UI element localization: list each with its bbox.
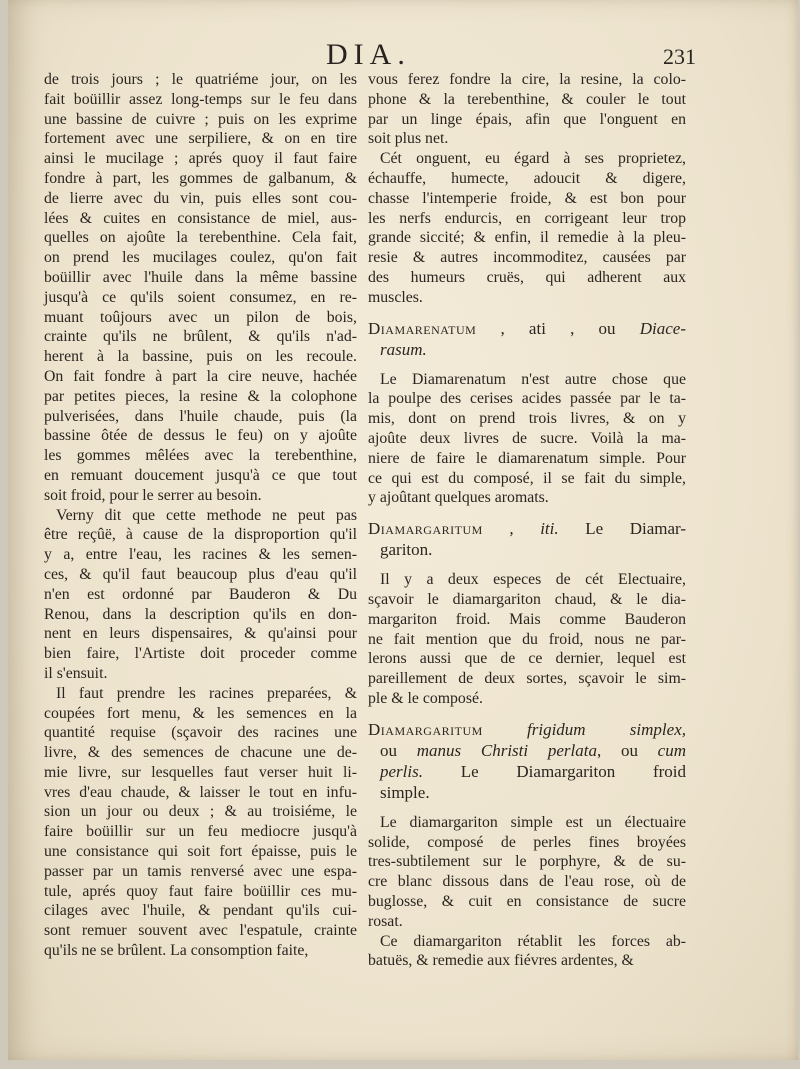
text-line: ces, & qu'il faut beaucoup plus d'eau qu'il — [44, 565, 357, 583]
text-line: par un linge épais, afin que l'onguent en — [368, 110, 686, 128]
entry-heading-line2: gariton. — [380, 540, 433, 560]
text-line: en remuant doucement jusqu'à ce que tout — [44, 466, 357, 484]
entry-heading-text: simple. — [380, 782, 430, 802]
right-column — [368, 70, 686, 971]
text-line: Verny dit que cette methode ne peut pas — [56, 506, 357, 524]
text-line: vous ferez fondre la cire, la resine, la colo- — [368, 71, 686, 88]
paragraph — [368, 932, 686, 972]
entry-name: Diamarenatum — [368, 318, 477, 338]
text-line: ne fait mention que du froid, nous ne par- — [368, 630, 686, 648]
paragraph — [368, 370, 686, 509]
left-column — [44, 70, 357, 961]
text-line: sont remuer souvent avec l'espatule, crainte — [44, 922, 357, 940]
paragraph — [368, 149, 686, 307]
text-line: ple & le composé. — [368, 689, 483, 707]
text-line: on prend les mucilages coulez, qu'on fait — [44, 249, 357, 267]
text-line: de trois jours ; le quatriéme jour, on les — [44, 71, 357, 88]
entry-heading-alt: Diace- — [639, 318, 687, 338]
text-line: par petites pieces, la resine & la colophone — [44, 387, 357, 405]
text-line: margariton froid. Mais comme Bauderon — [368, 610, 686, 628]
text-line: crainte qu'ils ne brûlent, & qu'ils n'ad- — [44, 328, 357, 346]
text-line: muant toûjours avec un pilon de bois, — [44, 308, 357, 326]
text-line: vres d'eau chaude, & laisser le tout en infu- — [44, 783, 357, 801]
text-line: pareillement de deux sortes, sçavoir le sim- — [368, 670, 686, 688]
text-line: jusqu'à ce qu'ils soient consumez, en re- — [44, 288, 357, 306]
text-line: bien faire, l'Artiste doit proceder comme — [44, 645, 357, 663]
text-line: niere de faire le diamarenatum simple. Pour — [368, 449, 686, 467]
text-line: tule, aprés quoy faut faire boüillir ces mu- — [44, 882, 357, 900]
text-line: Renou, dans la description qu'ils en don- — [44, 605, 357, 623]
text-line: muscles. — [368, 288, 423, 306]
text-line: lées & cuites en consistance de miel, aus- — [44, 209, 357, 227]
text-line: quantité requise (sçavoir des racines une — [44, 724, 357, 742]
text-line: mie livre, sur lesquelles faut verser huit li- — [44, 763, 357, 781]
entry-heading-diamargaritum — [368, 518, 686, 560]
text-line: une bassine de cuivre ; puis on les exprime — [44, 110, 357, 128]
text-line: lerons aussi que de ce dernier, lequel est — [368, 650, 686, 668]
paragraph — [368, 813, 686, 932]
text-line: une consistance qui soit fort épaisse, puis le — [44, 843, 357, 861]
text-line: tres-subtilement sur le porphyre, & de su- — [368, 853, 686, 871]
text-line: boüillir avec l'huile dans la même bassine — [44, 268, 357, 286]
text-line: grande siccité; & enfin, il remedie à la pleu- — [368, 229, 686, 247]
text-line: mis, dont on prend trois livres, & on y — [368, 410, 686, 428]
text-line: soit froid, pour le serrer au besoin. — [44, 486, 262, 504]
entry-heading-latin: cum — [657, 740, 686, 760]
entry-heading-diamarenatum — [368, 318, 686, 360]
text-line: les gommes mêlées avec la terebenthine, — [44, 447, 357, 465]
text-line: fortement avec une serpiliere, & on en tire — [44, 130, 357, 148]
text-line: Le Diamarenatum n'est autre chose que — [380, 370, 686, 388]
running-head: DIA. — [326, 38, 411, 71]
paragraph — [368, 570, 686, 709]
paragraph — [368, 70, 686, 149]
text-line: sçavoir le diamargariton chaud, & le dia- — [368, 590, 686, 608]
text-line: qu'ils ne se brûlent. La consomption faite, — [44, 942, 309, 960]
text-line: phone & la terebenthine, & couler le tout — [368, 90, 686, 108]
text-line: Ce diamargariton rétablit les forces ab- — [380, 932, 686, 950]
entry-name: Diamargaritum — [368, 519, 483, 539]
text-line: Il faut prendre les racines preparées, & — [56, 684, 357, 702]
text-line: coupées fort menu, & les semences en la — [44, 704, 357, 722]
entry-heading-rest: , ati , ou — [500, 318, 616, 338]
text-line: échauffe, humecte, adoucit & digere, — [368, 169, 686, 187]
entry-heading-text: , ou — [596, 740, 638, 760]
text-line: On fait fondre à part la cire neuve, hachée — [44, 367, 357, 385]
text-line: buglosse, & cuit en consistance de sucre — [368, 892, 686, 910]
text-line: resie & autres incommoditez, causées par — [368, 249, 686, 267]
text-line: la poulpe des cerises acides passée par le ta- — [368, 390, 686, 408]
text-line: il s'ensuit. — [44, 664, 108, 682]
text-line: ajoûte deux livres de sucre. Voilà la ma- — [368, 429, 686, 447]
text-line: faire boüillir sur un feu mediocre jusqu'à — [44, 823, 357, 841]
text-line: sion un jour ou deux ; & au troisiéme, le — [44, 803, 357, 821]
text-line: fondre à part, les gommes de galbanum, & — [44, 169, 357, 187]
text-line: bassine ôtée de dessus le feu) on y ajoûte — [44, 427, 357, 445]
text-line: solide, composé de perles fines broyées — [368, 833, 686, 851]
text-line: ainsi le mucilage ; aprés quoy il faut faire — [44, 150, 357, 168]
text-line: Il y a deux especes de cét Electuaire, — [380, 571, 686, 589]
book-page — [8, 0, 798, 1060]
text-line: être reçûë, à cause de la disproportion qu'il — [44, 526, 357, 544]
entry-heading-diamargaritum-frigidum — [368, 719, 686, 803]
text-line: pulverisées, dans l'huile chaude, puis (la — [44, 407, 357, 425]
text-line: quelles on ajoûte la terebenthine. Cela fait, — [44, 229, 357, 247]
text-line: cilages avec l'huile, & pendant qu'ils cui- — [44, 902, 357, 920]
text-line: chasse l'intemperie froide, & est bon pour — [368, 189, 686, 207]
entry-heading-latin: frigidum simplex, — [527, 719, 686, 739]
text-line: soit plus net. — [368, 130, 449, 148]
text-line: nent en leurs dispensaires, & qu'ainsi pour — [44, 625, 357, 643]
entry-name: Diamargaritum — [368, 719, 483, 739]
text-line: n'en est ordonné par Bauderon & Du — [44, 585, 357, 603]
text-line: ce qui est du composé, il se fait du simple, — [368, 469, 686, 487]
entry-heading-alt-cont: rasum. — [380, 339, 427, 359]
entry-heading-latin: manus Christi perlata — [416, 740, 597, 760]
text-line: des humeurs cruës, qui adherent aux — [368, 268, 686, 286]
text-line: les nerfs endurcis, en corrigeant leur trop — [368, 209, 686, 227]
text-line: fait boüillir assez long-temps sur le feu dans — [44, 90, 357, 108]
text-line: Cét onguent, eu égard à ses proprietez, — [380, 150, 686, 168]
entry-heading-text: ou — [380, 740, 397, 760]
page-number: 231 — [663, 44, 696, 69]
text-line: batuës, & remedie aux fiévres ardentes, & — [368, 952, 634, 970]
entry-heading-latin: perlis. — [380, 761, 423, 781]
text-line: cre blanc dissous dans de l'eau rose, où de — [368, 873, 686, 891]
text-line: y ajoûtant quelques aromats. — [368, 489, 549, 507]
text-line: livre, & des semences de chacune une de- — [44, 744, 357, 762]
text-line: passer par un tamis renversé avec une espa- — [44, 862, 357, 880]
text-line: herent à la bassine, puis on les recoule. — [44, 348, 357, 366]
entry-heading-rest: Le Diamar- — [585, 519, 686, 539]
text-line: Le diamargariton simple est un électuaire — [380, 813, 686, 831]
text-line: de lierre avec du vin, puis elles sont cou- — [44, 189, 357, 207]
text-line: rosat. — [368, 912, 403, 930]
entry-heading-text: Le Diamargariton froid — [460, 761, 687, 781]
text-line: y a, entre l'eau, les racines & les semen- — [44, 546, 357, 564]
entry-heading-genitive: , iti. — [509, 519, 559, 539]
